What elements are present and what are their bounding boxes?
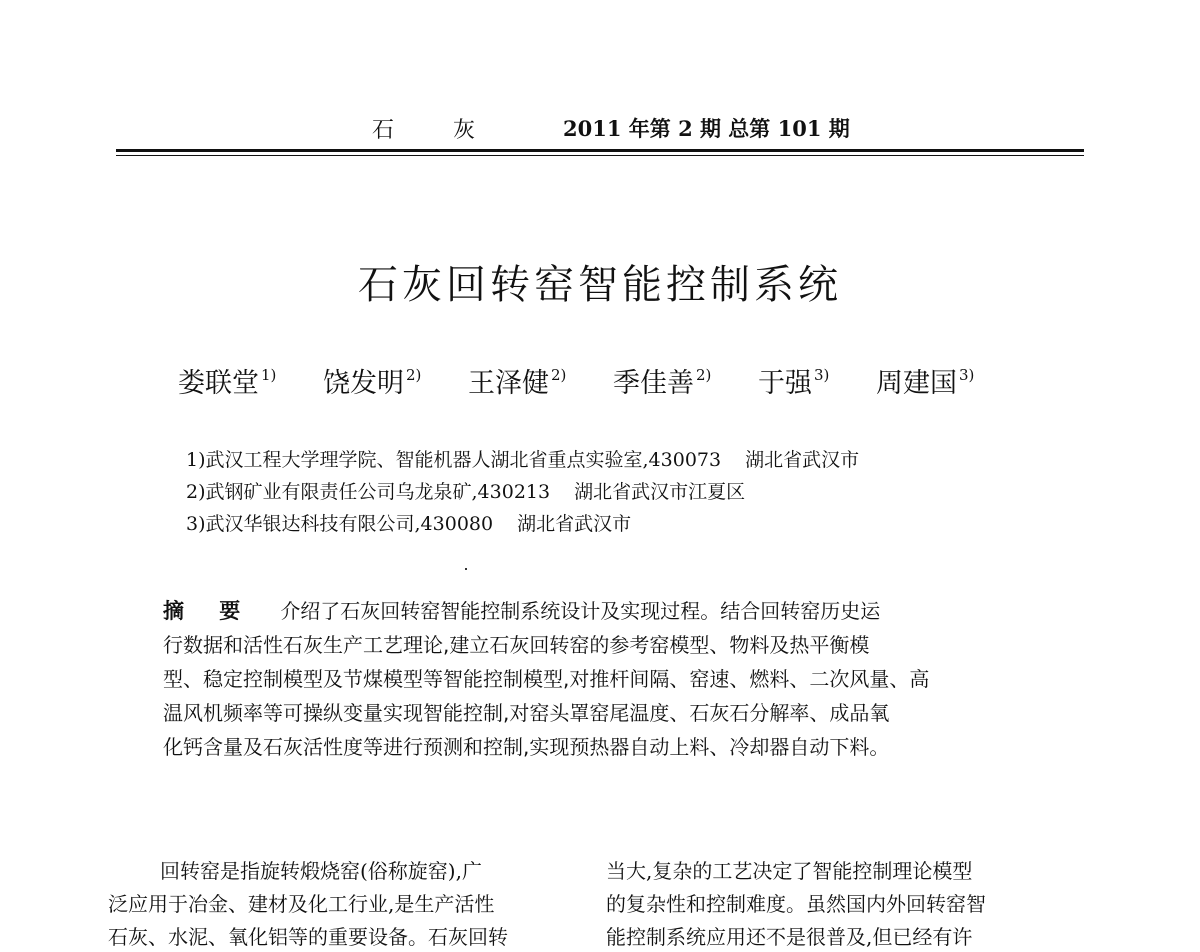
- affiliation-org: 武汉华银达科技有限公司,430080: [205, 513, 494, 535]
- header-rule-thick: [116, 149, 1084, 152]
- author-affiliation-mark: 3): [959, 366, 975, 384]
- author: [758, 368, 829, 399]
- author-name: 娄联堂: [178, 368, 259, 399]
- affiliation-place: 湖北省武汉市: [517, 513, 632, 535]
- affiliation-label: 3): [186, 513, 206, 535]
- body-line: 回转窑是指旋转煅烧窑(俗称旋窑),广: [160, 859, 482, 883]
- body-line: 石灰、水泥、氧化铝等的重要设备。石灰回转: [108, 925, 508, 949]
- body-line: 泛应用于冶金、建材及化工行业,是生产活性: [108, 892, 495, 916]
- author: [876, 368, 974, 399]
- issue-info: 2011 年第 2 期 总第 101 期: [563, 116, 850, 141]
- author-name: 于强: [758, 368, 812, 399]
- affiliation: [186, 508, 859, 540]
- author-affiliation-mark: 2): [551, 366, 567, 384]
- header-rule-thin: [116, 155, 1084, 156]
- affiliation-label: 1): [186, 449, 206, 471]
- abstract-line: 行数据和活性石灰生产工艺理论,建立石灰回转窑的参考窑模型、物料及热平衡模: [163, 633, 870, 657]
- abstract-label: 摘 要: [163, 599, 255, 623]
- body-column-left: [108, 855, 588, 952]
- affiliation: [186, 444, 859, 476]
- author-name: 饶发明: [323, 368, 404, 399]
- author-affiliation-mark: 3): [814, 366, 830, 384]
- abstract-line: [163, 594, 1043, 628]
- author-name: 周建国: [876, 368, 957, 399]
- author: [323, 368, 421, 399]
- author-affiliation-mark: 1): [261, 366, 277, 384]
- abstract-line: 化钙含量及石灰活性度等进行预测和控制,实现预热器自动上料、冷却器自动下料。: [163, 735, 890, 759]
- author-affiliation-mark: 2): [406, 366, 422, 384]
- abstract-line: 温风机频率等可操纵变量实现智能控制,对窑头罩窑尾温度、石灰石分解率、成品氧: [163, 701, 890, 725]
- body-line: 的复杂性和控制难度。虽然国内外回转窑智: [606, 892, 986, 916]
- affiliation-org: 武汉工程大学理学院、智能机器人湖北省重点实验室,430073: [205, 449, 722, 471]
- scan-speck: [465, 568, 467, 570]
- affiliation-list: [186, 444, 859, 540]
- affiliation-label: 2): [186, 481, 206, 503]
- author: [468, 368, 566, 399]
- affiliation-place: 湖北省武汉市: [745, 449, 860, 471]
- author: [178, 368, 276, 399]
- body-line: 能控制系统应用还不是很普及,但已经有许: [606, 925, 973, 949]
- journal-name: 石 灰: [372, 118, 501, 143]
- author-name: 季佳善: [613, 368, 694, 399]
- paper-title: 石灰回转窑智能控制系统: [358, 262, 842, 308]
- author-name: 王泽健: [468, 368, 549, 399]
- affiliation: [186, 476, 859, 508]
- abstract: [163, 594, 1043, 764]
- affiliation-org: 武钢矿业有限责任公司乌龙泉矿,430213: [205, 481, 551, 503]
- abstract-text: 介绍了石灰回转窑智能控制系统设计及实现过程。结合回转窑历史运: [280, 599, 881, 623]
- body-column-right: [606, 855, 1086, 952]
- body-line: 当大,复杂的工艺决定了智能控制理论模型: [606, 859, 973, 883]
- author-list: [178, 361, 974, 400]
- author-affiliation-mark: 2): [696, 366, 712, 384]
- affiliation-place: 湖北省武汉市江夏区: [574, 481, 746, 503]
- author: [613, 368, 711, 399]
- abstract-line: 型、稳定控制模型及节煤模型等智能控制模型,对推杆间隔、窑速、燃料、二次风量、高: [163, 667, 930, 691]
